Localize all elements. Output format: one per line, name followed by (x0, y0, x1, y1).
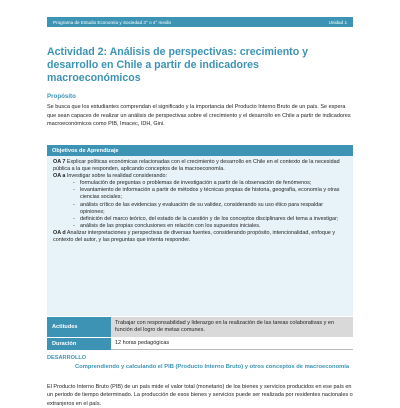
list-item: - análisis de las propias conclusiones en relación con los supuestos iniciales. (80, 223, 347, 230)
desarrollo-subheading: Comprendiendo y calculando el PIB (Producto Interno Bruto) y otros conceptos de macroeconomía (75, 364, 350, 370)
oa7-text: Explicar políticas económicas relacionadas con el crecimiento y desarrollo en Chile en el contexto de la necesidad pública a la que responden, aplicando conceptos de la macroeconomía. (53, 159, 340, 173)
list-item: - definición del marco teórico, del estado de la cuestión y de los conceptos disciplinares del tema a investigar; (80, 216, 347, 223)
actitudes-label: Actitudes (47, 317, 111, 337)
list-item: - análisis crítico de las evidencias y evaluación de su validez, considerando su uso ético para respaldar opiniones; (80, 202, 347, 216)
list-item: - levantamiento de información a partir de métodos y técnicas propias de historia, geografía, economía y otras ciencias sociales; (80, 187, 347, 201)
oad-text: Analizar interpretaciones y perspectivas de diversas fuentes, considerando propósito, intencionalidad, enfoque y contexto del autor, y las preguntas que intenta responder. (53, 229, 336, 244)
oad-paragraph (53, 230, 347, 244)
duracion-text: 12 horas pedagógicas (111, 338, 353, 350)
oaa-list (53, 180, 347, 230)
unit-label: Unidad 1 (328, 19, 347, 25)
oa7-code: OA 7 (53, 159, 66, 165)
desarrollo-heading: DESARROLLO (47, 355, 87, 361)
objetivos-panel (47, 156, 353, 316)
program-title: Programa de Estudio Economía y Sociedad 3° o 4° medio (53, 19, 172, 25)
duracion-row (47, 338, 353, 350)
proposito-heading: Propósito (47, 93, 76, 100)
proposito-text: Se busca que los estudiantes comprendan el significado y la importancia del Producto Interno Bruto de un país. Se espera que sean capaces de realizar un análisis de perspectivas sobre el crecimiento y el desarrollo en Chile a partir de indicadores macroeconómicos como PIB, Imacec, IDH, Gini. (47, 104, 351, 128)
header-bar (47, 17, 353, 27)
actitudes-text: Trabajar con responsabilidad y liderazgo en la realización de las tareas colaborativas y en función del logro de metas comunes. (111, 317, 353, 337)
actitudes-row (47, 317, 353, 337)
duracion-label: Duración (47, 338, 111, 350)
oaa-code: OA a (53, 173, 66, 180)
objetivos-heading: Objetivos de Aprendizaje (47, 145, 353, 156)
activity-title: Actividad 2: Análisis de perspectivas: crecimiento y desarrollo en Chile a partir de indicadores macroeconómicos (47, 46, 309, 84)
oa7-paragraph (53, 159, 347, 173)
oaa-paragraph (53, 173, 347, 180)
list-item: - formulación de preguntas o problemas de investigación a partir de la observación de fenómenos; (80, 180, 347, 187)
desarrollo-text: El Producto Interno Bruto (PIB) de un país mide el valor total (monetario) de los bienes y servicios producidos en ese país en un periodo de tiempo determinado. La producción de esos bienes y servicios puede ser realizada por residentes nacionales o extranjeros en el país. (47, 384, 353, 407)
oad-code: OA d (53, 229, 66, 236)
oaa-text: Investigar sobre la realidad considerando: (66, 173, 167, 180)
